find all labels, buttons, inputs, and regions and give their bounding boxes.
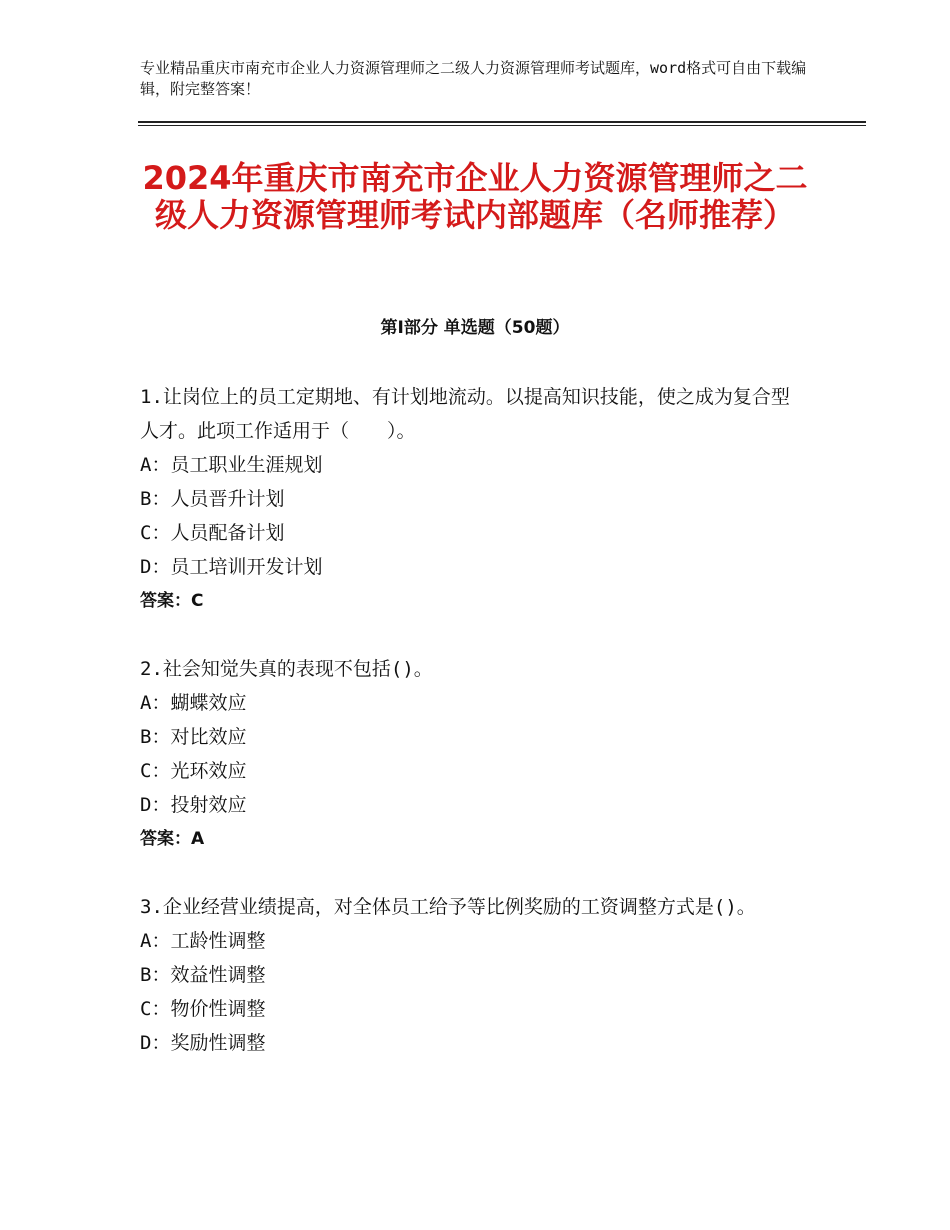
- option-a: A：员工职业生涯规划: [140, 454, 323, 476]
- answer-value: A: [191, 829, 205, 849]
- question-1: [140, 380, 800, 618]
- header-divider-thin: [138, 125, 866, 126]
- option-d: D：员工培训开发计划: [140, 556, 323, 578]
- option-b: B：人员晋升计划: [140, 488, 285, 510]
- option-c: C：人员配备计划: [140, 522, 285, 544]
- question-stem: 3.企业经营业绩提高，对全体员工给予等比例奖励的工资调整方式是()。: [140, 896, 756, 918]
- option-d: D：投射效应: [140, 794, 247, 816]
- document-title: 2024年重庆市南充市企业人力资源管理师之二级人力资源管理师考试内部题库（名师推荐）: [142, 159, 808, 234]
- question-2: [140, 652, 800, 856]
- answer-label: 答案：: [140, 829, 191, 849]
- answer-line: [140, 584, 800, 618]
- option-b: B：效益性调整: [140, 964, 266, 986]
- option-c: C：光环效应: [140, 760, 247, 782]
- header-divider-thick: [138, 121, 866, 123]
- option-b: B：对比效应: [140, 726, 247, 748]
- option-c: C：物价性调整: [140, 998, 266, 1020]
- option-d: D：奖励性调整: [140, 1032, 266, 1054]
- question-stem: 1.让岗位上的员工定期地、有计划地流动。以提高知识技能，使之成为复合型人才。此项工作适用于（ ）。: [140, 386, 790, 442]
- answer-line: [140, 822, 800, 856]
- answer-value: C: [191, 591, 204, 611]
- header-note: 专业精品重庆市南充市企业人力资源管理师之二级人力资源管理师考试题库，word格式可自由下载编辑，附完整答案！: [140, 59, 807, 98]
- question-3: [140, 890, 800, 1060]
- section-title: 第Ⅰ部分 单选题（50题）: [380, 318, 570, 338]
- option-a: A：工龄性调整: [140, 930, 266, 952]
- answer-label: 答案：: [140, 591, 191, 611]
- option-a: A：蝴蝶效应: [140, 692, 247, 714]
- question-stem: 2.社会知觉失真的表现不包括()。: [140, 658, 433, 680]
